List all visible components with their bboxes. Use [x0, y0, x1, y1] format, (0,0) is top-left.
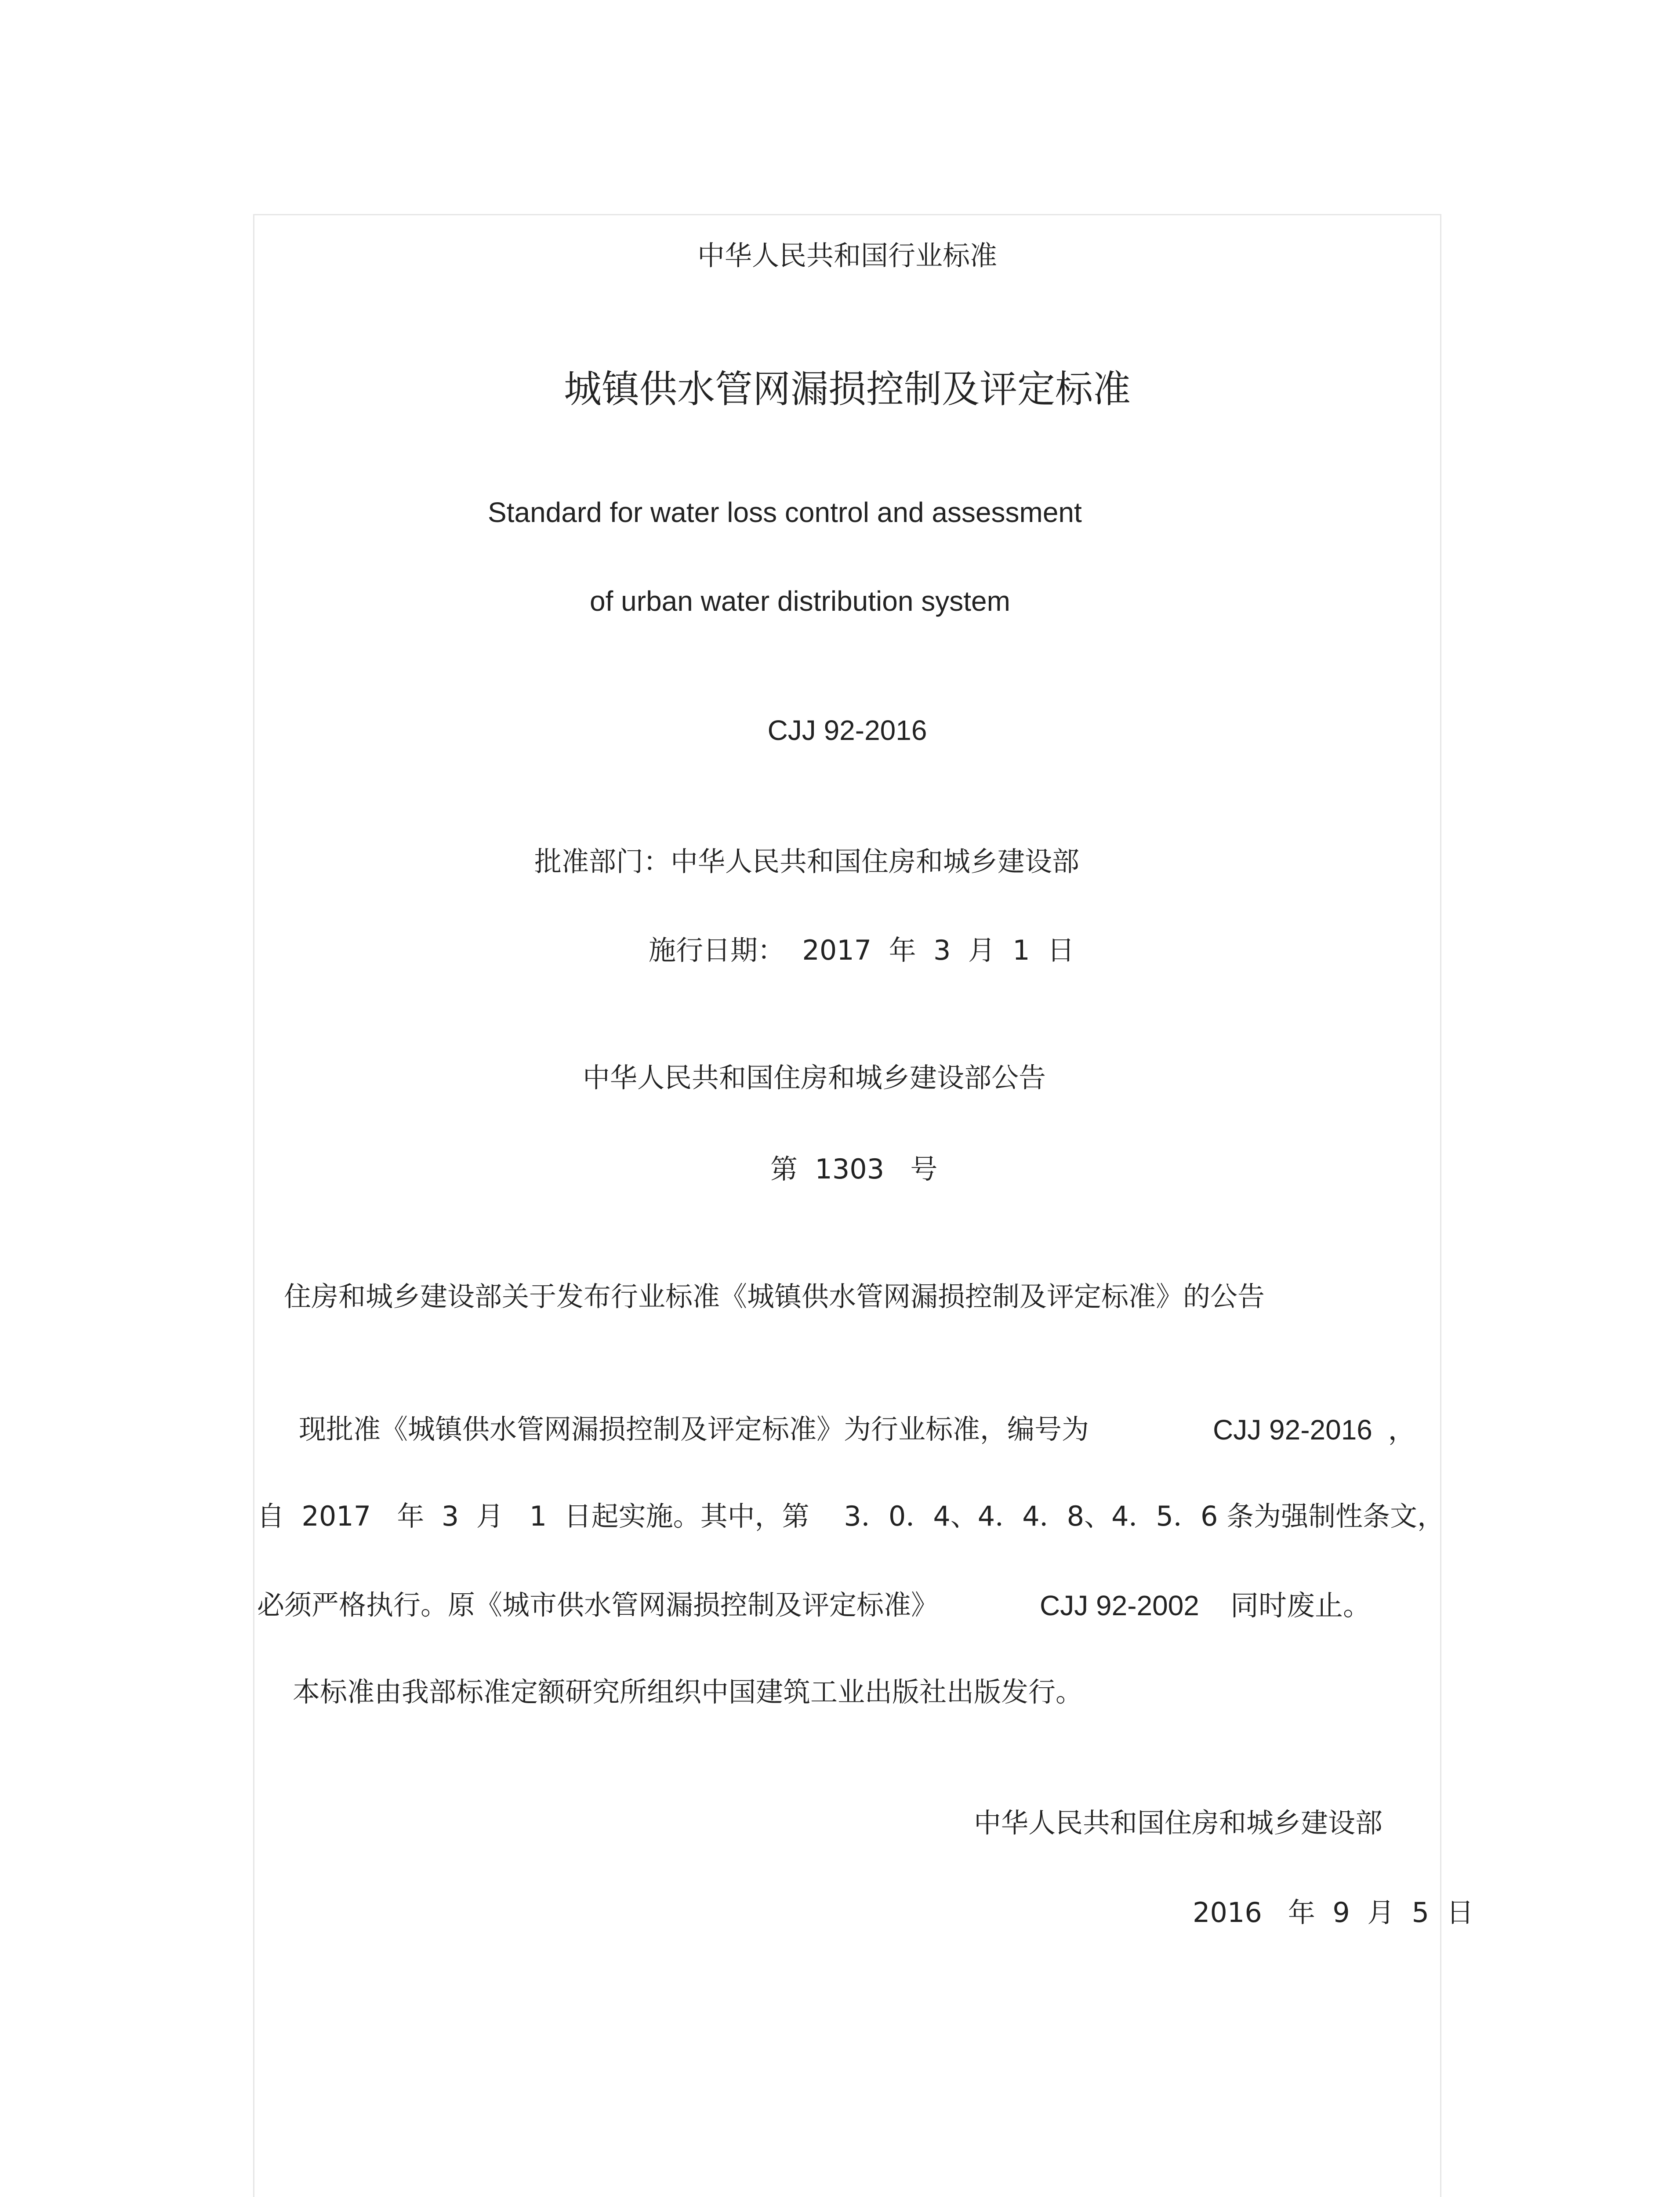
announcement-issuer: 中华人民共和国住房和城乡建设部公告 [583, 1062, 1046, 1094]
page-title: 城镇供水管网漏损控制及评定标准 [564, 367, 1131, 411]
body-line-3: 必须严格执行。原《城市供水管网漏损控制及评定标准》 [257, 1589, 939, 1621]
announcement-number: 第 1303 号 [770, 1153, 938, 1185]
english-title-line-2: of urban water distribution system [590, 585, 1010, 617]
signature: 中华人民共和国住房和城乡建设部 [974, 1807, 1383, 1839]
english-title-line-1: Standard for water loss control and assessment [488, 497, 1082, 528]
signature-date: 2016 年 9 月 5 日 [1193, 1896, 1474, 1929]
body-line-1-code: CJJ 92-2016 ， [1213, 1414, 1416, 1446]
standard-category: 中华人民共和国行业标准 [697, 239, 997, 272]
body-line-2: 自 2017 年 3 月 1 日起实施。其中，第 3．0．4、4．4．8、4．5．6 条为强制性条文， [257, 1500, 1445, 1532]
body-line-3-code: CJJ 92-2002 同时废止。 [1040, 1590, 1371, 1621]
standard-code: CJJ 92-2016 [767, 714, 927, 746]
announcement-subject: 住房和城乡建设部关于发布行业标准《城镇供水管网漏损控制及评定标准》的公告 [284, 1280, 1265, 1312]
body-line-1: 现批准《城镇供水管网漏损控制及评定标准》为行业标准，编号为 [299, 1413, 1089, 1445]
body-line-4: 本标准由我部标准定额研究所组织中国建筑工业出版社出版发行。 [293, 1676, 1083, 1708]
effective-date: 施行日期： 2017 年 3 月 1 日 [649, 934, 1075, 966]
approval-department: 批准部门：中华人民共和国住房和城乡建设部 [534, 845, 1080, 877]
